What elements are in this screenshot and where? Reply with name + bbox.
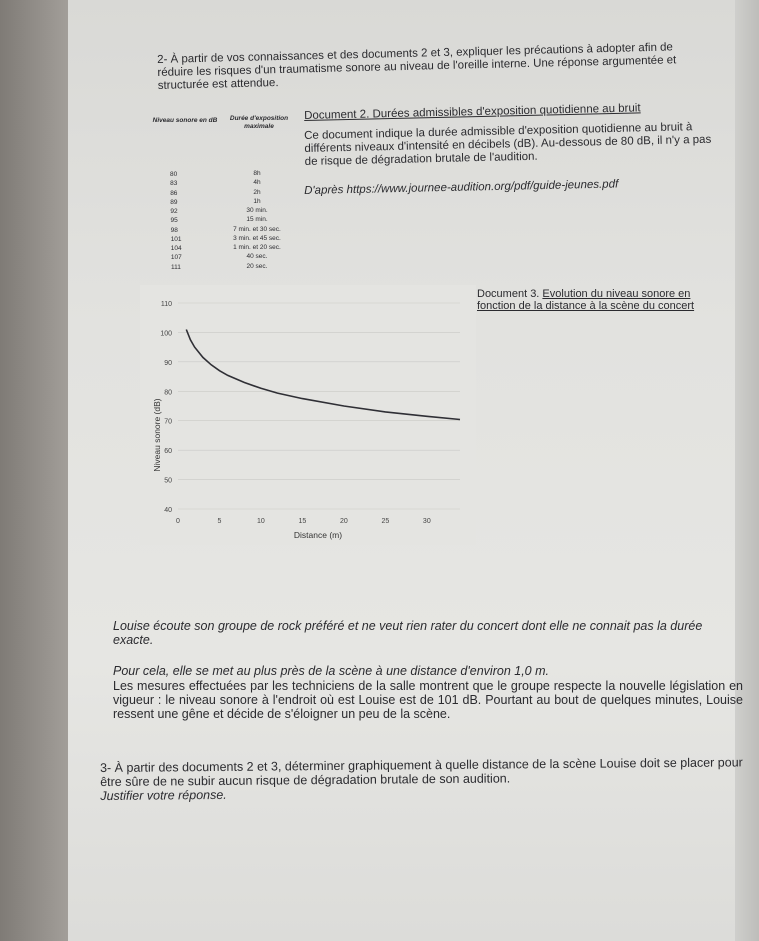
table-cell-duration: 40 sec. xyxy=(246,253,268,261)
x-tick-label: 20 xyxy=(339,518,348,525)
table-cell-duration: 20 sec. xyxy=(246,262,268,270)
page-edge xyxy=(735,0,759,941)
table-cell-level: 95 xyxy=(170,217,178,225)
louise-paragraph-3: Les mesures effectuées par les techniciens de la salle montrent que le groupe respecte la nouvelle législation en vigueur : le niveau sonore à l'endroit où est Louise est de 101 dB. Pourtant au bout de quelques minutes, Louise ressent une gêne et décide de s'éloigner un peu de la scène. xyxy=(113,679,743,721)
y-axis-label: Niveau sonore (dB) xyxy=(152,398,162,472)
table-cell-duration: 4h xyxy=(253,179,261,187)
question-2: 2- À partir de vos connaissances et des documents 2 et 3, expliquer les précautions à adopter afin de réduire les risques d'un traumatisme sonore au niveau de l'oreille interne. Une réponse argumentée et structurée est attendue. xyxy=(157,41,677,92)
table-cell-level: 101 xyxy=(170,235,182,243)
doc3-title-underlined: Evolution du niveau sonore en fonction de la distance à la scène du concert xyxy=(477,288,695,312)
table-cell-level: 98 xyxy=(170,226,178,234)
chart-svg xyxy=(140,285,476,545)
y-tick-label: 70 xyxy=(164,418,172,426)
chart-background xyxy=(140,285,476,545)
table-cell-duration: 7 min. et 30 sec. xyxy=(233,225,281,233)
table-cell-level: 80 xyxy=(170,171,178,178)
sound-level-chart xyxy=(140,285,476,545)
doc2-source: D'après https://www.journee-audition.org/pdf/guide-jeunes.pdf xyxy=(304,178,619,197)
table-cell-level: 86 xyxy=(170,189,178,197)
louise-paragraph-2: Pour cela, elle se met au plus près de la scène à une distance d'environ 1,0 m. xyxy=(113,664,549,678)
table-cell-level: 92 xyxy=(170,208,178,215)
doc2-body: Ce document indique la durée admissible d'exposition quotidienne au bruit à différents niveaux d'intensité en décibels (dB). Au-dessous de 80 dB, il n'y a pas de risque de dégradation brutale de l'audition. xyxy=(304,121,712,168)
x-tick-label: 10 xyxy=(257,518,265,525)
question-3 xyxy=(100,755,745,803)
table-cell-duration: 1 min. et 20 sec. xyxy=(233,244,281,251)
x-tick-label: 30 xyxy=(422,518,431,525)
x-tick-label: 0 xyxy=(176,518,180,525)
table-header-duration: Durée d'exposition maximale xyxy=(229,115,289,130)
y-tick-label: 90 xyxy=(164,359,172,367)
x-tick-label: 15 xyxy=(298,518,307,525)
table-cell-duration: 2h xyxy=(253,188,261,196)
table-cell-duration: 3 min. et 45 sec. xyxy=(233,234,281,242)
question-3-justify: Justifier votre réponse. xyxy=(100,787,227,803)
louise-paragraph-1: Louise écoute son groupe de rock préféré et ne veut rien rater du concert dont elle ne connait pas la durée exacte. xyxy=(113,619,703,647)
x-tick-label: 25 xyxy=(381,518,390,525)
background-shadow xyxy=(0,0,68,941)
louise-paragraphs xyxy=(113,664,743,721)
y-tick-label: 60 xyxy=(164,448,172,456)
y-tick-label: 80 xyxy=(164,389,172,397)
y-tick-label: 100 xyxy=(160,330,172,338)
question-3-text: 3- À partir des documents 2 et 3, déterminer graphiquement à quelle distance de la scène Louise doit se placer pour être sûre de ne subir aucun risque de dégradation brutale de son audition. xyxy=(100,755,743,789)
table-cell-level: 111 xyxy=(171,263,181,271)
y-tick-label: 50 xyxy=(164,477,172,485)
doc3-title-prefix: Document 3. xyxy=(477,288,543,300)
table-cell-level: 83 xyxy=(170,180,178,188)
doc2-title: Document 2. Durées admissibles d'exposition quotidienne au bruit xyxy=(304,102,641,122)
table-header-level: Niveau sonore en dB xyxy=(152,117,218,124)
table-cell-level: 107 xyxy=(170,254,182,262)
doc3-title xyxy=(477,288,727,312)
x-axis-label: Distance (m) xyxy=(293,530,343,540)
table-cell-level: 89 xyxy=(170,198,178,206)
y-tick-label: 110 xyxy=(160,301,172,308)
table-cell-duration: 15 min. xyxy=(246,216,268,224)
table-cell-duration: 1h xyxy=(253,197,261,205)
table-cell-duration: 30 min. xyxy=(246,207,268,214)
table-cell-duration: 8h xyxy=(253,170,261,177)
table-cell-level: 104 xyxy=(170,245,182,252)
x-tick-label: 5 xyxy=(217,518,222,525)
y-tick-label: 40 xyxy=(164,507,172,514)
